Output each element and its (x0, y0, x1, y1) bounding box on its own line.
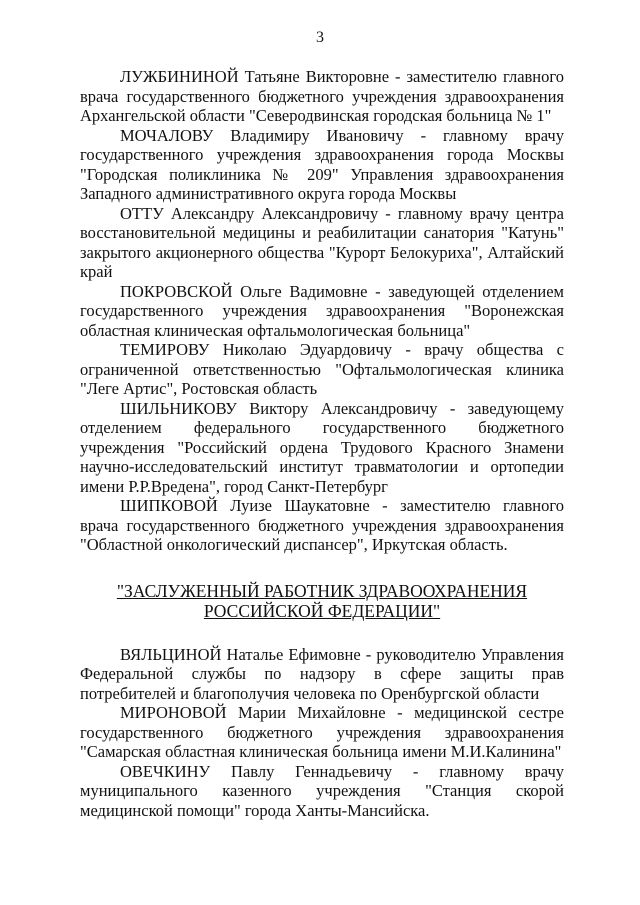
award-entry: МОЧАЛОВУ Владимиру Ивановичу - главному врачу государственного учреждения здравоохранения города Москвы "Городская поликлиника № 209" Управления здравоохранения Западного административного округа города Москвы (80, 125, 564, 203)
award-entry: ОТТУ Александру Александровичу - главному врачу центра восстановительной медицины и реабилитации санатория "Катунь" закрытого акционерного общества "Курорт Белокуриха", Алтайский край (80, 203, 564, 281)
award-entry: ОВЕЧКИНУ Павлу Геннадьевичу - главному врачу муниципального казенного учреждения "Станция скорой медицинской помощи" города Ханты-Мансийска. (80, 761, 564, 820)
section-title-line: "ЗАСЛУЖЕННЫЙ РАБОТНИК ЗДРАВООХРАНЕНИЯ (116, 580, 528, 601)
document-body (80, 67, 564, 820)
award-entry: ШИЛЬНИКОВУ Виктору Александровичу - заведующему отделением федерального государственного бюджетного учреждения "Российский ордена Трудового Красного Знамени научно-исследовательский институт травматологии и ортопедии имени Р.Р.Вредена", город Санкт-Петербург (80, 398, 564, 496)
page-number: 3 (316, 29, 324, 46)
award-entry: ПОКРОВСКОЙ Ольге Вадимовне - заведующей отделением государственного учреждения здравоохранения "Воронежская областная клиническая офтальмологическая больница" (80, 281, 564, 340)
award-entry: ШИПКОВОЙ Луизе Шаукатовне - заместителю главного врача государственного бюджетного учреждения здравоохранения "Областной онкологический диспансер", Иркутская область. (80, 496, 564, 554)
section-title-line: РОССИЙСКОЙ ФЕДЕРАЦИИ" (203, 600, 441, 621)
award-entry: ВЯЛЬЦИНОЙ Наталье Ефимовне - руководителю Управления Федеральной службы по надзору в сфере защиты прав потребителей и благополучия человека по Оренбургской области (80, 644, 564, 703)
award-entry: МИРОНОВОЙ Марии Михайловне - медицинской сестре государственного бюджетного учреждения здравоохранения "Самарская областная клиническая больница имени М.И.Калинина" (80, 703, 564, 761)
award-entry: ТЕМИРОВУ Николаю Эдуардовичу - врачу общества с ограниченной ответственностью "Офтальмологическая клиника "Леге Артис", Ростовская область (80, 340, 564, 398)
award-entry: ЛУЖБИНИНОЙ Татьяне Викторовне - заместителю главного врача государственного бюджетного учреждения здравоохранения Архангельской области "Северодвинская городская больница № 1" (80, 67, 564, 125)
section-title (80, 581, 564, 621)
